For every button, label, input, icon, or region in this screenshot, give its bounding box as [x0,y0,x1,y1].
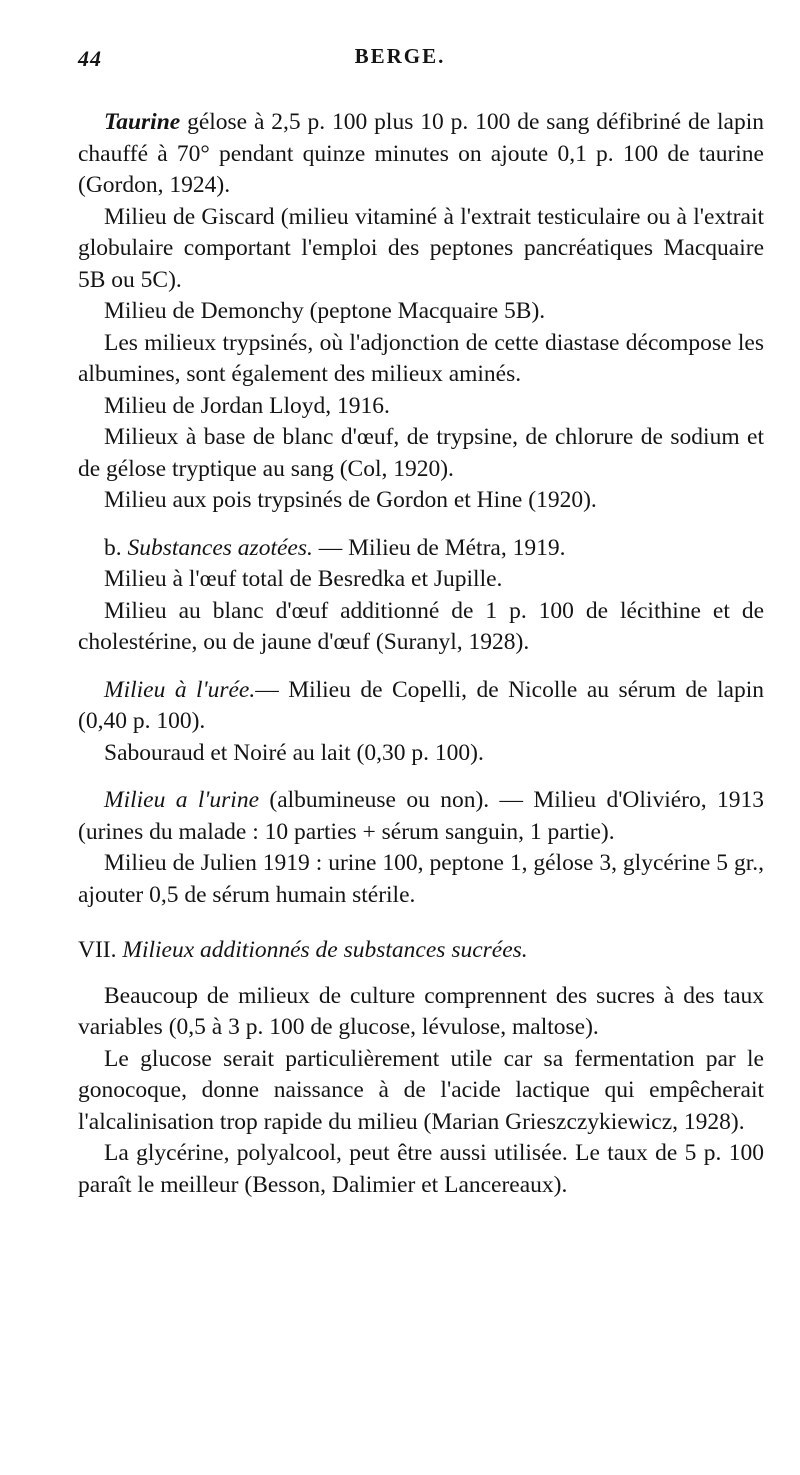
paragraph-text: (albumineuse ou non). — Milieu d'Oliviéro, 1913 (urines du malade : 10 parties + sérum sanguin, 1 partie). [78,787,764,845]
paragraph-milieu-uree [78,675,764,738]
body-text [78,107,764,1201]
paragraph-text: gélose à 2,5 p. 100 plus 10 p. 100 de sang défibriné de lapin chauffé à 70° pendant quinze minutes on ajoute 0,1 p. 100 de taurine (Gordon, 1924). [78,109,764,198]
paragraph-taurine [78,107,764,202]
term-substances-azotees: Substances azotées. [127,534,313,561]
term-taurine: Taurine [104,109,181,135]
paragraph-pois-trypsines: Milieu aux pois trypsinés de Gordon et Hine (1920). [104,487,597,513]
paragraph-demonchy: Milieu de Demonchy (peptone Macquaire 5B). [104,298,546,324]
page-number: 44 [78,46,102,71]
paragraph-substances-azotees [78,533,764,565]
paragraph-julien: Milieu de Julien 1919 : urine 100, peptone 1, gélose 3, glycérine 5 gr., ajouter 0,5 de sérum humain stérile. [78,850,764,908]
paragraph-jordan-lloyd: Milieu de Jordan Lloyd, 1916. [104,392,390,419]
paragraph-glycerine: La glycérine, polyalcool, peut être aussi utilisée. Le taux de 5 p. 100 paraît le meilleur (Besson, Dalimier et Lancereaux). [78,1140,764,1198]
paragraph-text: — Milieu de Métra, 1919. [312,534,566,561]
term-milieu-uree: Milieu à l'urée. [104,676,256,703]
paragraph-glucose: Le glucose serait particulièrement utile car sa fermentation par le gonocoque, donne naissance à de l'acide lactique qui empêcherait l'alcalinisation trop rapide du milieu (Marian Grieszczykiewicz, 1928). [78,1045,764,1135]
term-milieu-urine: Milieu a l'urine [104,787,259,813]
paragraph-milieu-urine [78,785,764,848]
paragraph-trypsines: Les milieux trypsinés, où l'adjonction de cette diastase décompose les albumines, sont également des milieux aminés. [78,329,764,387]
paragraph-text: — Milieu de Copelli, de Nicolle au sérum de lapin (0,40 p. 100). [78,676,765,734]
paragraph-besredka: Milieu à l'œuf total de Besredka et Jupille. [104,566,503,592]
section-number: VII. [78,937,123,963]
paragraph-lecithine: Milieu au blanc d'œuf additionné de 1 p. 100 de lécithine et de cholestérine, ou de jaune d'œuf (Suranyl, 1928). [78,597,764,655]
paragraph-sabouraud: Sabouraud et Noiré au lait (0,30 p. 100). [104,739,484,766]
paragraph-blanc-oeuf: Milieux à base de blanc d'œuf, de trypsine, de chlorure de sodium et de gélose tryptique au sang (Col, 1920). [78,424,764,482]
section-title: Milieux additionnés de substances sucrées. [122,937,528,963]
paragraph-sucres: Beaucoup de milieux de culture comprennent des sucres à des taux variables (0,5 à 3 p. 100 de glucose, lévulose, maltose). [78,982,764,1040]
paragraph-giscard: Milieu de Giscard (milieu vitaminé à l'extrait testiculaire ou à l'extrait globulaire comportant l'emploi des peptones pancréatiques Macquaire 5B ou 5C). [78,203,764,293]
section-heading [78,935,764,967]
list-marker: b. [104,534,128,561]
running-head: BERGE. [354,44,446,68]
